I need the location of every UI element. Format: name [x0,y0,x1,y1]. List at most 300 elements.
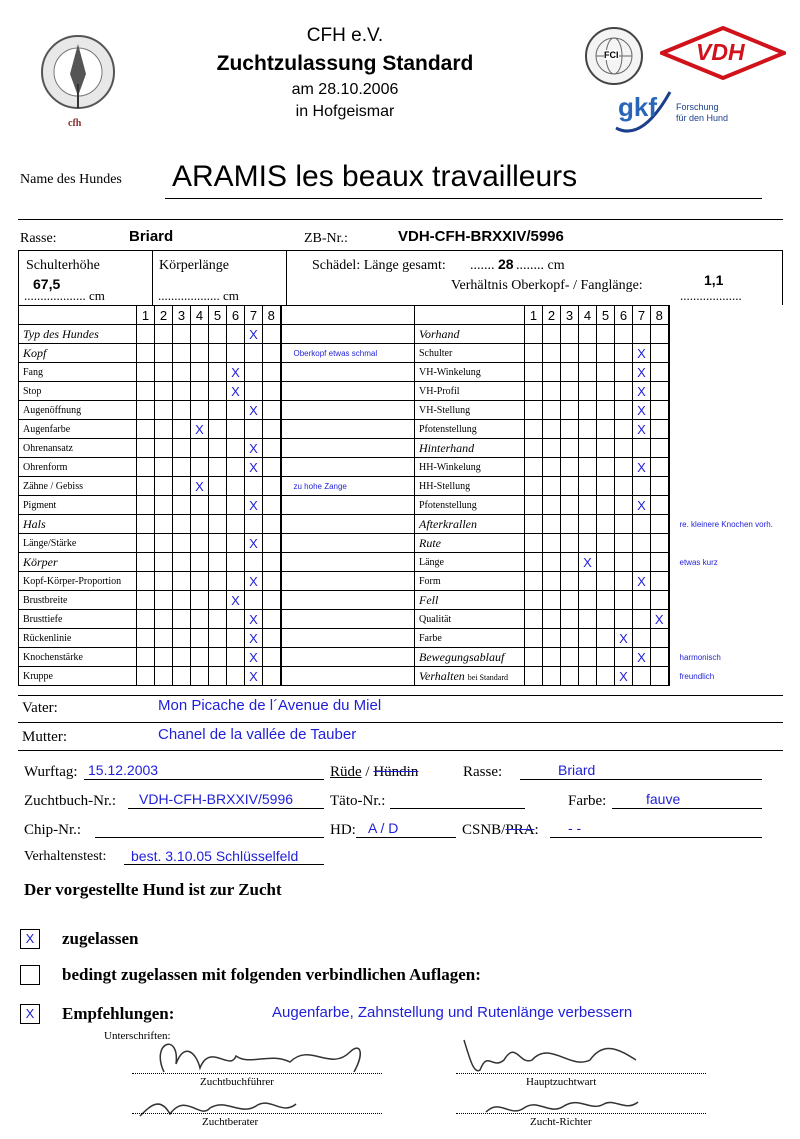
grade-cell[interactable] [579,648,597,667]
grade-cell[interactable] [597,572,615,591]
grade-cell[interactable] [173,591,191,610]
grade-cell[interactable] [209,591,227,610]
grade-cell[interactable] [227,344,245,363]
grade-cell[interactable] [543,382,561,401]
grade-cell[interactable] [615,591,633,610]
grade-cell[interactable] [543,477,561,496]
grade-cell[interactable] [263,458,281,477]
grade-cell[interactable] [155,344,173,363]
grade-cell[interactable] [615,534,633,553]
grade-cell[interactable] [137,648,155,667]
grade-cell[interactable] [209,534,227,553]
grade-cell[interactable] [155,648,173,667]
grade-cell[interactable] [543,401,561,420]
grade-cell[interactable] [615,648,633,667]
grade-cell[interactable] [597,534,615,553]
grade-cell[interactable] [191,667,209,686]
grade-cell[interactable]: X [245,458,263,477]
grade-cell[interactable] [579,515,597,534]
grade-cell[interactable] [209,420,227,439]
grade-cell[interactable] [543,363,561,382]
grade-cell[interactable] [227,648,245,667]
grade-cell[interactable] [615,515,633,534]
grade-cell[interactable] [579,496,597,515]
grade-cell[interactable] [173,648,191,667]
grade-cell[interactable] [227,534,245,553]
grade-cell[interactable] [543,648,561,667]
grade-cell[interactable] [209,363,227,382]
grade-cell[interactable] [579,382,597,401]
grade-cell[interactable]: X [245,572,263,591]
grade-cell[interactable]: X [245,401,263,420]
grade-cell[interactable] [561,477,579,496]
grade-cell[interactable] [597,325,615,344]
grade-cell[interactable] [191,439,209,458]
grade-cell[interactable]: X [633,572,651,591]
grade-cell[interactable] [263,325,281,344]
grade-cell[interactable] [209,458,227,477]
grade-cell[interactable] [615,382,633,401]
grade-cell[interactable] [615,401,633,420]
grade-cell[interactable] [651,629,669,648]
grade-cell[interactable] [209,344,227,363]
grade-cell[interactable] [651,553,669,572]
grade-cell[interactable]: X [191,477,209,496]
grade-cell[interactable] [227,610,245,629]
grade-cell[interactable] [651,363,669,382]
grade-cell[interactable]: X [651,610,669,629]
grade-cell[interactable] [155,496,173,515]
grade-cell[interactable] [561,382,579,401]
grade-cell[interactable] [597,344,615,363]
grade-cell[interactable] [191,496,209,515]
grade-cell[interactable] [173,439,191,458]
grade-cell[interactable] [525,458,543,477]
grade-cell[interactable] [597,591,615,610]
grade-cell[interactable] [543,420,561,439]
grade-cell[interactable] [543,325,561,344]
grade-cell[interactable] [137,496,155,515]
grade-cell[interactable] [155,382,173,401]
grade-cell[interactable] [651,439,669,458]
grade-cell[interactable] [263,439,281,458]
grade-cell[interactable] [525,496,543,515]
grade-cell[interactable] [651,591,669,610]
grade-cell[interactable] [579,439,597,458]
grade-cell[interactable] [633,477,651,496]
grade-cell[interactable] [633,610,651,629]
grade-cell[interactable] [137,667,155,686]
grade-cell[interactable] [597,439,615,458]
grade-cell[interactable] [191,648,209,667]
grade-cell[interactable] [191,325,209,344]
grade-cell[interactable] [173,553,191,572]
grade-cell[interactable]: X [633,648,651,667]
grade-cell[interactable] [525,420,543,439]
grade-cell[interactable] [579,344,597,363]
grade-cell[interactable] [263,667,281,686]
grade-cell[interactable] [155,629,173,648]
grade-cell[interactable] [137,439,155,458]
grade-cell[interactable] [633,534,651,553]
grade-cell[interactable] [191,572,209,591]
grade-cell[interactable] [633,667,651,686]
grade-cell[interactable] [209,572,227,591]
grade-cell[interactable] [651,534,669,553]
grade-cell[interactable] [579,572,597,591]
grade-cell[interactable] [191,363,209,382]
grade-cell[interactable] [263,534,281,553]
grade-cell[interactable] [561,401,579,420]
grade-cell[interactable] [561,667,579,686]
grade-cell[interactable] [137,363,155,382]
grade-cell[interactable] [561,553,579,572]
grade-cell[interactable] [579,610,597,629]
grade-cell[interactable] [615,477,633,496]
grade-cell[interactable] [525,344,543,363]
grade-cell[interactable] [263,515,281,534]
grade-cell[interactable] [525,439,543,458]
grade-cell[interactable] [579,629,597,648]
grade-cell[interactable] [597,515,615,534]
grade-cell[interactable] [137,344,155,363]
grade-cell[interactable] [227,667,245,686]
grade-cell[interactable] [209,667,227,686]
grade-cell[interactable] [227,325,245,344]
grade-cell[interactable] [651,496,669,515]
zugelassen-checkbox[interactable]: X [20,929,40,949]
grade-cell[interactable] [191,591,209,610]
grade-cell[interactable] [561,458,579,477]
grade-cell[interactable] [191,344,209,363]
grade-cell[interactable] [597,477,615,496]
grade-cell[interactable]: X [245,534,263,553]
grade-cell[interactable] [209,477,227,496]
grade-cell[interactable]: X [615,629,633,648]
grade-cell[interactable] [615,439,633,458]
grade-cell[interactable] [263,477,281,496]
grade-cell[interactable] [173,344,191,363]
grade-cell[interactable]: X [633,496,651,515]
grade-cell[interactable] [561,534,579,553]
grade-cell[interactable] [543,610,561,629]
grade-cell[interactable] [525,667,543,686]
grade-cell[interactable] [227,477,245,496]
grade-cell[interactable] [651,477,669,496]
grade-cell[interactable]: X [245,648,263,667]
grade-cell[interactable] [633,553,651,572]
grade-cell[interactable] [579,534,597,553]
grade-cell[interactable] [245,515,263,534]
grade-cell[interactable] [615,420,633,439]
grade-cell[interactable] [227,458,245,477]
grade-cell[interactable] [615,553,633,572]
grade-cell[interactable] [561,344,579,363]
grade-cell[interactable] [209,553,227,572]
grade-cell[interactable]: X [245,496,263,515]
grade-cell[interactable] [651,515,669,534]
grade-cell[interactable] [525,610,543,629]
grade-cell[interactable] [191,401,209,420]
grade-cell[interactable] [263,420,281,439]
grade-cell[interactable] [651,458,669,477]
grade-cell[interactable] [209,629,227,648]
grade-cell[interactable]: X [245,667,263,686]
grade-cell[interactable] [173,496,191,515]
grade-cell[interactable] [579,458,597,477]
grade-cell[interactable] [543,572,561,591]
grade-cell[interactable] [543,534,561,553]
grade-cell[interactable] [525,382,543,401]
grade-cell[interactable] [651,572,669,591]
grade-cell[interactable] [137,629,155,648]
grade-cell[interactable] [615,572,633,591]
grade-cell[interactable] [597,610,615,629]
grade-cell[interactable] [633,591,651,610]
grade-cell[interactable]: X [245,610,263,629]
grade-cell[interactable] [543,458,561,477]
grade-cell[interactable] [615,325,633,344]
grade-cell[interactable] [245,477,263,496]
grade-cell[interactable] [209,496,227,515]
grade-cell[interactable] [597,401,615,420]
grade-cell[interactable] [561,325,579,344]
grade-cell[interactable] [525,648,543,667]
grade-cell[interactable] [263,591,281,610]
grade-cell[interactable] [155,553,173,572]
grade-cell[interactable] [615,363,633,382]
grade-cell[interactable]: X [579,553,597,572]
grade-cell[interactable]: X [615,667,633,686]
grade-cell[interactable] [155,420,173,439]
grade-cell[interactable] [561,363,579,382]
grade-cell[interactable] [525,363,543,382]
grade-cell[interactable] [651,667,669,686]
grade-cell[interactable] [525,534,543,553]
grade-cell[interactable] [543,439,561,458]
grade-cell[interactable] [263,553,281,572]
bedingt-checkbox[interactable] [20,965,40,985]
grade-cell[interactable] [597,553,615,572]
grade-cell[interactable] [633,325,651,344]
grade-cell[interactable] [263,629,281,648]
grade-cell[interactable] [227,439,245,458]
grade-cell[interactable] [155,363,173,382]
grade-cell[interactable] [173,515,191,534]
grade-cell[interactable] [263,363,281,382]
grade-cell[interactable] [245,553,263,572]
grade-cell[interactable] [597,667,615,686]
grade-cell[interactable] [191,458,209,477]
grade-cell[interactable] [263,401,281,420]
grade-cell[interactable] [173,572,191,591]
grade-cell[interactable] [543,344,561,363]
grade-cell[interactable] [543,496,561,515]
grade-cell[interactable]: X [633,382,651,401]
grade-cell[interactable] [209,325,227,344]
grade-cell[interactable] [173,420,191,439]
grade-cell[interactable] [651,325,669,344]
grade-cell[interactable] [543,667,561,686]
grade-cell[interactable] [263,572,281,591]
grade-cell[interactable] [227,401,245,420]
grade-cell[interactable] [633,439,651,458]
grade-cell[interactable] [155,401,173,420]
grade-cell[interactable] [191,515,209,534]
grade-cell[interactable] [561,572,579,591]
grade-cell[interactable] [227,572,245,591]
grade-cell[interactable]: X [633,363,651,382]
grade-cell[interactable] [525,572,543,591]
grade-cell[interactable] [263,496,281,515]
grade-cell[interactable] [543,553,561,572]
grade-cell[interactable]: X [245,439,263,458]
grade-cell[interactable] [525,629,543,648]
grade-cell[interactable] [137,534,155,553]
grade-cell[interactable]: X [227,382,245,401]
grade-cell[interactable] [651,344,669,363]
grade-cell[interactable] [137,401,155,420]
grade-cell[interactable] [263,610,281,629]
grade-cell[interactable] [597,420,615,439]
grade-cell[interactable] [245,591,263,610]
grade-cell[interactable] [561,591,579,610]
grade-cell[interactable] [227,553,245,572]
grade-cell[interactable] [173,667,191,686]
grade-cell[interactable] [579,667,597,686]
grade-cell[interactable] [651,648,669,667]
grade-cell[interactable] [245,363,263,382]
grade-cell[interactable] [209,515,227,534]
grade-cell[interactable] [209,401,227,420]
grade-cell[interactable] [579,325,597,344]
grade-cell[interactable] [155,591,173,610]
grade-cell[interactable] [561,648,579,667]
grade-cell[interactable] [263,648,281,667]
grade-cell[interactable] [633,629,651,648]
grade-cell[interactable] [155,439,173,458]
grade-cell[interactable] [579,420,597,439]
grade-cell[interactable] [137,515,155,534]
grade-cell[interactable] [597,458,615,477]
grade-cell[interactable] [137,610,155,629]
grade-cell[interactable] [579,591,597,610]
grade-cell[interactable]: X [633,344,651,363]
grade-cell[interactable] [173,401,191,420]
grade-cell[interactable] [561,420,579,439]
grade-cell[interactable] [651,420,669,439]
grade-cell[interactable]: X [191,420,209,439]
grade-cell[interactable] [227,629,245,648]
grade-cell[interactable] [137,477,155,496]
grade-cell[interactable] [561,610,579,629]
grade-cell[interactable] [173,382,191,401]
grade-cell[interactable] [597,496,615,515]
grade-cell[interactable]: X [633,401,651,420]
grade-cell[interactable]: X [245,325,263,344]
grade-cell[interactable] [525,553,543,572]
grade-cell[interactable] [137,458,155,477]
grade-cell[interactable]: X [633,420,651,439]
grade-cell[interactable] [137,325,155,344]
grade-cell[interactable] [155,572,173,591]
grade-cell[interactable] [561,515,579,534]
grade-cell[interactable] [191,534,209,553]
grade-cell[interactable] [597,382,615,401]
grade-cell[interactable] [543,629,561,648]
grade-cell[interactable]: X [227,363,245,382]
grade-cell[interactable] [155,534,173,553]
grade-cell[interactable] [209,610,227,629]
empfehlungen-checkbox[interactable]: X [20,1004,40,1024]
grade-cell[interactable] [561,496,579,515]
grade-cell[interactable] [245,382,263,401]
grade-cell[interactable] [137,420,155,439]
grade-cell[interactable] [209,382,227,401]
grade-cell[interactable] [561,439,579,458]
grade-cell[interactable] [651,401,669,420]
grade-cell[interactable] [137,591,155,610]
grade-cell[interactable] [525,591,543,610]
grade-cell[interactable] [525,515,543,534]
grade-cell[interactable] [191,610,209,629]
grade-cell[interactable] [615,610,633,629]
grade-cell[interactable] [137,553,155,572]
grade-cell[interactable] [227,515,245,534]
grade-cell[interactable] [597,648,615,667]
grade-cell[interactable] [155,458,173,477]
grade-cell[interactable] [615,496,633,515]
grade-cell[interactable] [173,458,191,477]
grade-cell[interactable]: X [245,629,263,648]
grade-cell[interactable] [227,420,245,439]
grade-cell[interactable] [191,553,209,572]
grade-cell[interactable] [173,363,191,382]
grade-cell[interactable] [173,325,191,344]
grade-cell[interactable] [651,382,669,401]
grade-cell[interactable] [155,667,173,686]
grade-cell[interactable] [615,344,633,363]
grade-cell[interactable] [543,515,561,534]
grade-cell[interactable] [263,382,281,401]
grade-cell[interactable] [155,325,173,344]
grade-cell[interactable] [615,458,633,477]
grade-cell[interactable] [173,477,191,496]
grade-cell[interactable] [155,515,173,534]
grade-cell[interactable] [155,610,173,629]
grade-cell[interactable] [245,344,263,363]
grade-cell[interactable] [525,477,543,496]
grade-cell[interactable] [155,477,173,496]
grade-cell[interactable] [579,401,597,420]
grade-cell[interactable] [173,534,191,553]
grade-cell[interactable] [525,401,543,420]
grade-cell[interactable] [561,629,579,648]
grade-cell[interactable] [597,363,615,382]
grade-cell[interactable] [633,515,651,534]
grade-cell[interactable]: X [227,591,245,610]
grade-cell[interactable] [227,496,245,515]
grade-cell[interactable] [579,477,597,496]
grade-cell[interactable] [245,420,263,439]
grade-cell[interactable] [191,382,209,401]
grade-cell[interactable] [543,591,561,610]
grade-cell[interactable] [173,610,191,629]
grade-cell[interactable] [173,629,191,648]
grade-cell[interactable] [137,572,155,591]
grade-cell[interactable] [263,344,281,363]
grade-cell[interactable] [525,325,543,344]
